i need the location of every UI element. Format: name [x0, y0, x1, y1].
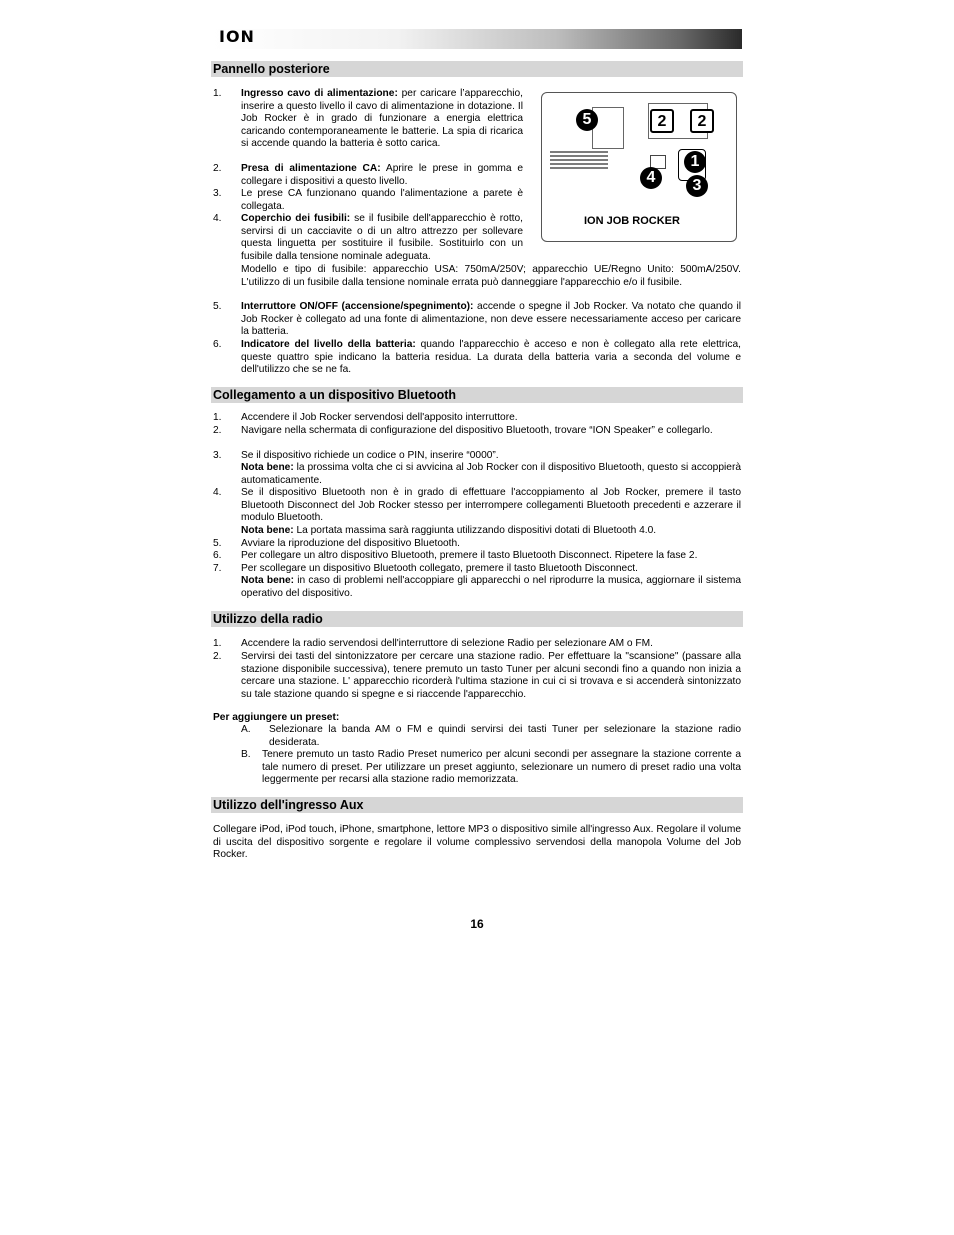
- list-number: 3.: [213, 450, 222, 461]
- list-item: Servirsi dei tasti del sintonizzatore per cercare una stazione radio. Per effettuare la "scansione" (passare alla stazione disponibile successiva), tenere premuto un tasto Tuner per alcuni secondi fino a quando non inizia a cercare una stazione. L' apparecchio ricorderà l'ultima stazione in cui ci si trovava e si accenderà sintonizzato su tale stazione quando si spegne e si riaccende l'apparecchio.: [241, 651, 741, 700]
- list-item: Per scollegare un dispositivo Bluetooth collegato, premere il tasto Bluetooth Disconnect.: [241, 563, 638, 574]
- list-item: Avviare la riproduzione del dispositivo Bluetooth.: [241, 538, 460, 549]
- list-number: 5.: [213, 301, 222, 312]
- list-item: Coperchio dei fusibili: se il fusibile dell'apparecchio è rotto, servirsi di un cacciavite o di un altro attrezzo per sollevare questa linguetta per sostituire il fusibile. Sostituirlo con un fusibile dalla tensione nominale adeguata.: [241, 213, 523, 262]
- list-number: 1.: [213, 88, 222, 99]
- callout-2a: 2: [650, 109, 674, 133]
- note: Nota bene: La portata massima sarà raggiunta utilizzando dispositivi dotati di Bluetooth 4.0.: [241, 525, 657, 536]
- preset-heading: Per aggiungere un preset:: [213, 712, 340, 723]
- list-item: Modello e tipo di fusibile: apparecchio USA: 750mA/250V; apparecchio UE/Regno Unito: 500mA/250V. L'utilizzo di un fusibile dalla tensione nominale errata può danneggiare l'apparecchio e/o il fusibile.: [241, 264, 741, 288]
- aux-paragraph: Collegare iPod, iPod touch, iPhone, smartphone, lettore MP3 o dispositivo simile all'ingresso Aux. Regolare il volume di uscita del dispositivo sorgente e regolare il volume complessivo servendosi della manopola Volume del Job Rocker.: [213, 824, 741, 861]
- list-item: Indicatore del livello della batteria: quando l'apparecchio è acceso e non è collegato alla rete elettrica, queste quattro spie indicano la batteria residua. La durata della batteria varia a seconda del volume e dell'utilizzo che se ne fa.: [241, 339, 741, 376]
- ion-logo: ION: [219, 27, 255, 46]
- diagram-brand: ION JOB ROCKER: [584, 215, 680, 227]
- section-header-aux: Utilizzo dell'ingresso Aux: [211, 797, 743, 813]
- list-item: Selezionare la banda AM o FM e quindi servirsi dei tasti Tuner per selezionare la stazione radio desiderata.: [269, 724, 741, 748]
- callout-4: 4: [640, 167, 662, 189]
- list-number: 7.: [213, 563, 222, 574]
- section-header-bluetooth: Collegamento a un dispositivo Bluetooth: [211, 387, 743, 403]
- list-number: 2.: [213, 425, 222, 436]
- list-number: 1.: [213, 638, 222, 649]
- list-number: 6.: [213, 339, 222, 350]
- list-item: Accendere la radio servendosi dell'interruttore di selezione Radio per selezionare AM o FM.: [241, 638, 653, 649]
- battery-panel: [592, 107, 624, 149]
- list-item: Le prese CA funzionano quando l'alimentazione a parete è collegata.: [241, 188, 523, 212]
- list-letter: B.: [241, 749, 251, 760]
- list-letter: A.: [241, 724, 251, 735]
- list-item: Interruttore ON/OFF (accensione/spegnimento): accende o spegne il Job Rocker. Va notato che quando il Job Rocker è collegato ad una fonte di alimentazione, non deve essere necessariamente acceso per caricare la batteria.: [241, 301, 742, 338]
- rating-label: [550, 151, 608, 171]
- callout-1: 1: [684, 151, 706, 173]
- list-item: Ingresso cavo di alimentazione: per caricare l’apparecchio, inserire a questo livello il cavo di alimentazione in dotazione. Il Job Rocker è in grado di funzionare a energia elettrica caricando contemporaneamente le batterie. La spia di ricarica si accende quando la batteria è sotto carica.: [241, 88, 523, 150]
- list-item: Se il dispositivo Bluetooth non è in grado di effettuare l'accoppiamento al Job Rocker, premere il tasto Bluetooth Disconnect del Job Rocker stesso per interrompere collegamenti Bluetooth precedenti e azzerare il modulo Bluetooth.: [241, 487, 741, 524]
- list-item: Tenere premuto un tasto Radio Preset numerico per alcuni secondi per assegnare la stazione corrente a tale numero di preset. Per utilizzare un preset aggiunto, selezionare un numero di preset radio una volta leggermente per recarsi alla stazione radio memorizzata.: [262, 749, 741, 786]
- header-bar: [212, 29, 742, 49]
- list-number: 1.: [213, 412, 222, 423]
- list-item: Per collegare un altro dispositivo Bluetooth, premere il tasto Bluetooth Disconnect. Ripetere la fase 2.: [241, 550, 698, 561]
- rear-panel-diagram: [541, 92, 737, 242]
- list-item: Se il dispositivo richiede un codice o PIN, inserire “0000”.: [241, 450, 499, 461]
- section-header-radio: Utilizzo della radio: [211, 611, 743, 627]
- callout-2b: 2: [690, 109, 714, 133]
- list-number: 4.: [213, 213, 222, 224]
- list-number: 2.: [213, 163, 222, 174]
- list-number: 3.: [213, 188, 222, 199]
- section-header-rear: Pannello posteriore: [211, 61, 743, 77]
- list-number: 4.: [213, 487, 222, 498]
- note: Nota bene: in caso di problemi nell'accoppiare gli apparecchi o nel riprodurre la musica, aggiornare il sistema operativo del dispositivo.: [241, 575, 741, 599]
- list-item: Accendere il Job Rocker servendosi dell'apposito interruttore.: [241, 412, 518, 423]
- list-item: Navigare nella schermata di configurazione del dispositivo Bluetooth, trovare “ION Speaker” e collegarlo.: [241, 425, 713, 436]
- list-number: 2.: [213, 651, 222, 662]
- note: Nota bene: la prossima volta che ci si avvicina al Job Rocker con il dispositivo Bluetooth, questo si accoppierà automaticamente.: [241, 462, 741, 486]
- list-item: Presa di alimentazione CA: Aprire le prese in gomma e collegare i dispositivi a questo livello.: [241, 163, 524, 187]
- list-number: 6.: [213, 550, 222, 561]
- callout-3: 3: [686, 175, 708, 197]
- list-number: 5.: [213, 538, 222, 549]
- callout-5: 5: [576, 109, 598, 131]
- page-number: 16: [470, 917, 484, 931]
